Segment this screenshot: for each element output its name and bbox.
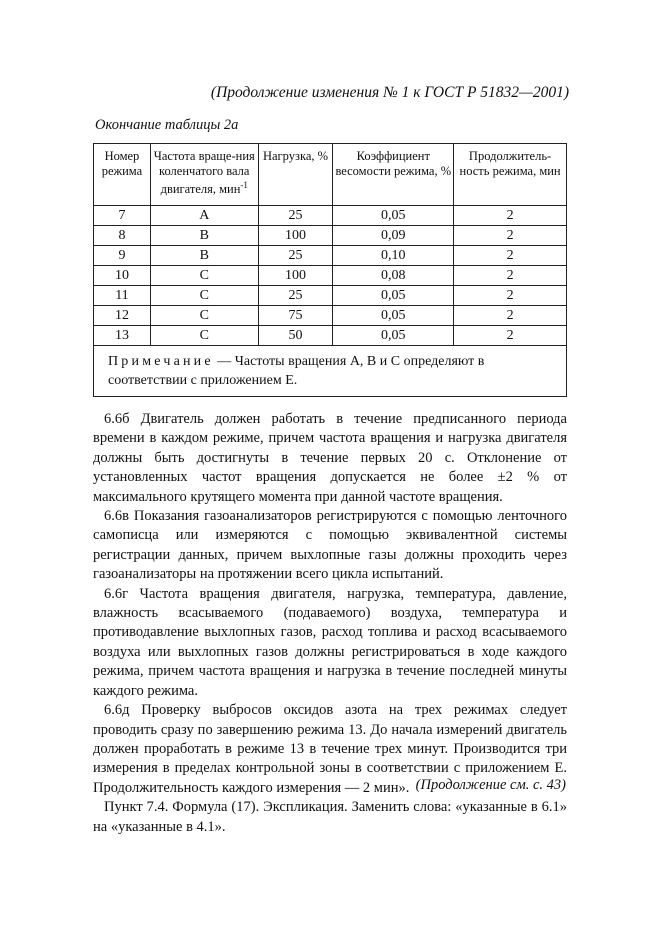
cell-duration: 2 <box>454 246 567 266</box>
header-duration: Продолжитель-ность режима, мин <box>454 144 567 206</box>
cell-frequency: C <box>150 286 258 306</box>
cell-coefficient: 0,05 <box>333 306 454 326</box>
table-row <box>94 286 567 306</box>
cell-mode: 7 <box>94 206 151 226</box>
cell-coefficient: 0,08 <box>333 266 454 286</box>
table-header-row <box>94 144 567 206</box>
cell-duration: 2 <box>454 266 567 286</box>
table-row <box>94 206 567 226</box>
header-rotation-frequency-text: Частота враще-ния коленчатого вала двигателя, мин <box>153 149 255 197</box>
cell-load: 25 <box>258 246 333 266</box>
page-footer: (Продолжение см. с. 43) <box>415 777 566 793</box>
header-load: Нагрузка, % <box>258 144 333 206</box>
cell-mode: 9 <box>94 246 151 266</box>
paragraph-6-6v: 6.6в Показания газоанализаторов регистрируются с помощью ленточного самописца или измеряются с помощью эквивалентной системы регистрации данных, причем выхлопные газы должны проходить через газоанализаторы на протяжении всего цикла испытаний. <box>93 508 567 583</box>
cell-coefficient: 0,05 <box>333 206 454 226</box>
page-header: (Продолжение изменения № 1 к ГОСТ Р 51832—2001) <box>210 84 569 101</box>
cell-mode: 8 <box>94 226 151 246</box>
body-text <box>93 410 567 837</box>
cell-load: 100 <box>258 226 333 246</box>
paragraph-6-6g: 6.6г Частота вращения двигателя, нагрузка, температура, давление, влажность всасываемого (подаваемого) воздуха, температура и противодавление выхлопных газов, расход топлива и расход всасываемого воздуха или выхлопных газов должны регистрироваться в ходе каждого режима, причем частота вращения и нагрузка в течение последней минуты каждого режима. <box>93 585 567 699</box>
cell-frequency: C <box>150 306 258 326</box>
table-body <box>94 206 567 397</box>
cell-coefficient: 0,05 <box>333 286 454 306</box>
table-note-row <box>94 346 567 397</box>
cell-mode: 13 <box>94 326 151 346</box>
table-caption: Окончание таблицы 2а <box>95 117 239 133</box>
cell-load: 100 <box>258 266 333 286</box>
table-note <box>94 346 567 397</box>
header-superscript: -1 <box>240 180 248 190</box>
cell-coefficient: 0,05 <box>333 326 454 346</box>
paragraph-6-6d: 6.6д Проверку выбросов оксидов азота на трех режимах следует проводить сразу по завершению режима 13. До начала измерений двигатель должен проработать в режиме 13 в течение трех минут. Производится три измерения в пределах контрольной зоны в соответствии с приложением Е. Продолжительность каждого измерения — 2 мин». <box>93 702 567 796</box>
cell-duration: 2 <box>454 286 567 306</box>
paragraph-7-4: Пункт 7.4. Формула (17). Экспликация. Заменить слова: «указанные в 6.1» на «указанные в 4.1». <box>93 799 567 835</box>
cell-duration: 2 <box>454 226 567 246</box>
cell-frequency: B <box>150 226 258 246</box>
table-row <box>94 306 567 326</box>
paragraph-6-6b: 6.6б Двигатель должен работать в течение предписанного периода времени в каждом режиме, причем частота вращения и нагрузка двигателя должны быть достигнуты в течение первых 20 с. Отклонение от установленных частот вращения допускается не более ±2 % от максимального крутящего момента при данной частоте вращения. <box>93 411 567 505</box>
header-weight-coefficient: Коэффициент весомости режима, % <box>333 144 454 206</box>
cell-coefficient: 0,09 <box>333 226 454 246</box>
cell-duration: 2 <box>454 206 567 226</box>
header-rotation-frequency <box>150 144 258 206</box>
cell-mode: 12 <box>94 306 151 326</box>
cell-load: 75 <box>258 306 333 326</box>
cell-load: 25 <box>258 286 333 306</box>
cell-duration: 2 <box>454 326 567 346</box>
cell-frequency: B <box>150 246 258 266</box>
cell-frequency: C <box>150 326 258 346</box>
cell-duration: 2 <box>454 306 567 326</box>
cell-load: 50 <box>258 326 333 346</box>
cell-coefficient: 0,10 <box>333 246 454 266</box>
cell-mode: 11 <box>94 286 151 306</box>
header-mode-number: Номер режима <box>94 144 151 206</box>
table-2a <box>93 143 567 397</box>
cell-mode: 10 <box>94 266 151 286</box>
cell-frequency: C <box>150 266 258 286</box>
note-text: — Частоты вращения А, В и С определяют в соответствии с приложением Е. <box>108 354 485 388</box>
table-row <box>94 266 567 286</box>
note-label: Примечание <box>108 354 214 369</box>
table-row <box>94 326 567 346</box>
cell-frequency: A <box>150 206 258 226</box>
table-row <box>94 226 567 246</box>
cell-load: 25 <box>258 206 333 226</box>
table-row <box>94 246 567 266</box>
